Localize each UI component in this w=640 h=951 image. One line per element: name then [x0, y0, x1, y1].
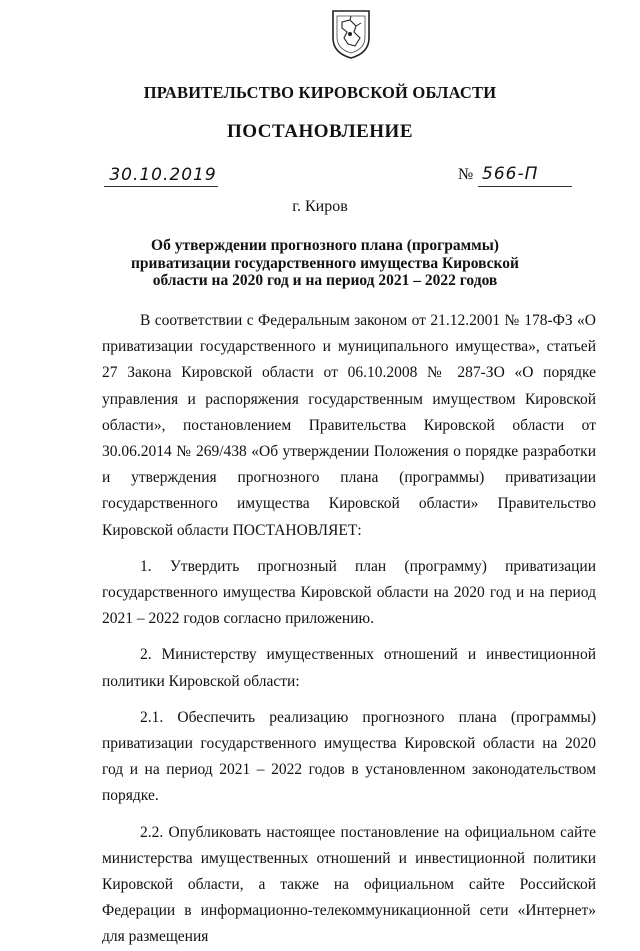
item-1-paragraph: 1. Утвердить прогнозный план (программу) приватизации государственного имущества Кировской области на 2020 год и на период 2021 – 2022 годов согласно приложению. — [102, 557, 596, 628]
document-number: 566-П — [482, 164, 539, 184]
government-name: ПРАВИТЕЛЬСТВО КИРОВСКОЙ ОБЛАСТИ — [143, 83, 497, 102]
coat-of-arms-icon — [330, 8, 372, 60]
date-underline — [104, 186, 218, 187]
document-body — [102, 308, 596, 951]
document-date: 30.10.2019 — [109, 165, 217, 185]
item-2-paragraph: 2. Министерству имущественных отношений и инвестиционной политики Кировской области: — [102, 646, 596, 690]
preamble-paragraph: В соответствии с Федеральным законом от 21.12.2001 № 178-ФЗ «О приватизации государственного и муниципального имущества», статьей 27 Закона Кировской области от 06.10.2008 № 287-ЗО «О порядке управления и распоряжения государственным имуществом Кировской области», постановлением Правительства Кировской области от 30.06.2014 № 269/438 «Об утверждении Положения о порядке разработки и утверждения прогнозного плана (программы) приватизации государственного имущества Кировской области» Правительство Кировской области ПОСТАНОВЛЯЕТ: — [102, 312, 596, 539]
item-2-1-paragraph: 2.1. Обеспечить реализацию прогнозного плана (программы) приватизации государственного имущества Кировской области на 2020 год и на период 2021 – 2022 годов в установленном законодательством порядке. — [102, 708, 596, 805]
city-name: г. Киров — [292, 198, 348, 215]
number-sign: № — [458, 166, 474, 183]
document-title: Об утверждении прогнозного плана (программы) приватизации государственного имущества Кировской области на 2020 год и на период 2021 – 2022 годов — [131, 237, 519, 289]
document-type: ПОСТАНОВЛЕНИЕ — [226, 121, 414, 142]
number-underline — [478, 186, 572, 187]
item-2-2-paragraph: 2.2. Опубликовать настоящее постановление на официальном сайте министерства имущественных отношений и инвестиционной политики Кировской области, а также на официальном сайте Российской Федерации в информационно-телекоммуникационной сети «Интернет» для размещения — [102, 823, 596, 946]
